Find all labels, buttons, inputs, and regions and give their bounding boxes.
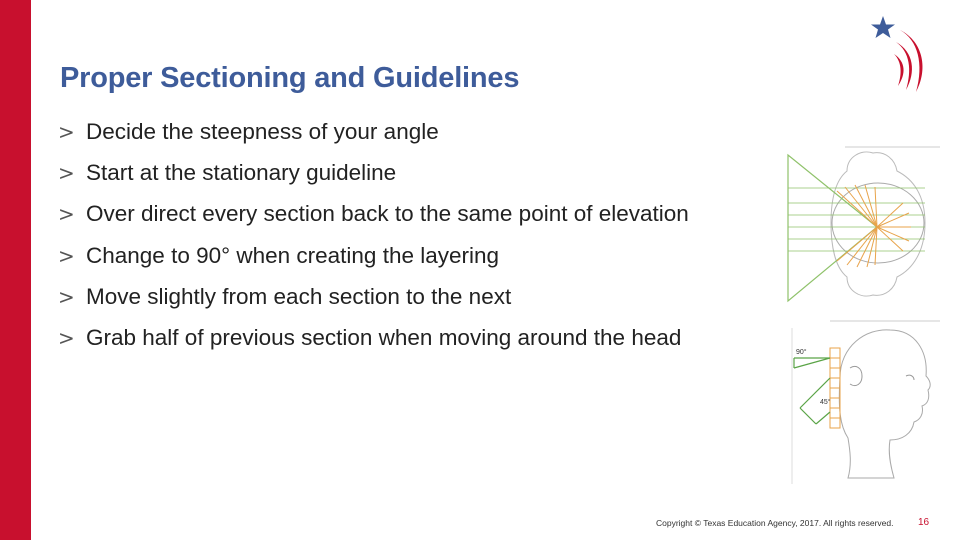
bullet-text: Over direct every section back to the same point of elevation xyxy=(86,201,689,227)
bullet-marker: > xyxy=(58,160,75,185)
head-side-view-illustration xyxy=(790,318,940,486)
angle-90-label: 90° xyxy=(796,349,807,356)
bullet-item xyxy=(58,152,689,193)
bullet-text: Change to 90° when creating the layering xyxy=(86,242,500,268)
bullet-marker: > xyxy=(58,202,75,227)
bullet-text: Decide the steepness of your angle xyxy=(86,118,439,144)
page-number: 16 xyxy=(918,517,930,528)
bullet-marker: > xyxy=(58,243,75,268)
left-accent-bar xyxy=(0,0,31,540)
angle-45-label: 45° xyxy=(820,399,831,406)
bullet-marker: > xyxy=(58,284,75,309)
bullet-text: Move slightly from each section to the next xyxy=(86,283,512,309)
bullet-marker: > xyxy=(58,119,75,144)
tea-logo-icon xyxy=(866,12,938,96)
bullet-item xyxy=(58,194,689,235)
bullet-text: Grab half of previous section when moving around the head xyxy=(86,325,682,351)
bullet-item xyxy=(58,235,689,276)
bullet-item xyxy=(58,317,689,358)
bullet-item xyxy=(58,111,689,152)
head-top-view-illustration xyxy=(785,143,940,305)
bullet-item xyxy=(58,276,689,317)
bullet-marker: > xyxy=(58,326,75,351)
bullet-list xyxy=(58,111,689,359)
copyright-footer: Copyright © Texas Education Agency, 2017. All rights reserved. xyxy=(656,518,894,528)
bullet-text: Start at the stationary guideline xyxy=(86,159,397,185)
slide-title: Proper Sectioning and Guidelines xyxy=(60,62,520,94)
